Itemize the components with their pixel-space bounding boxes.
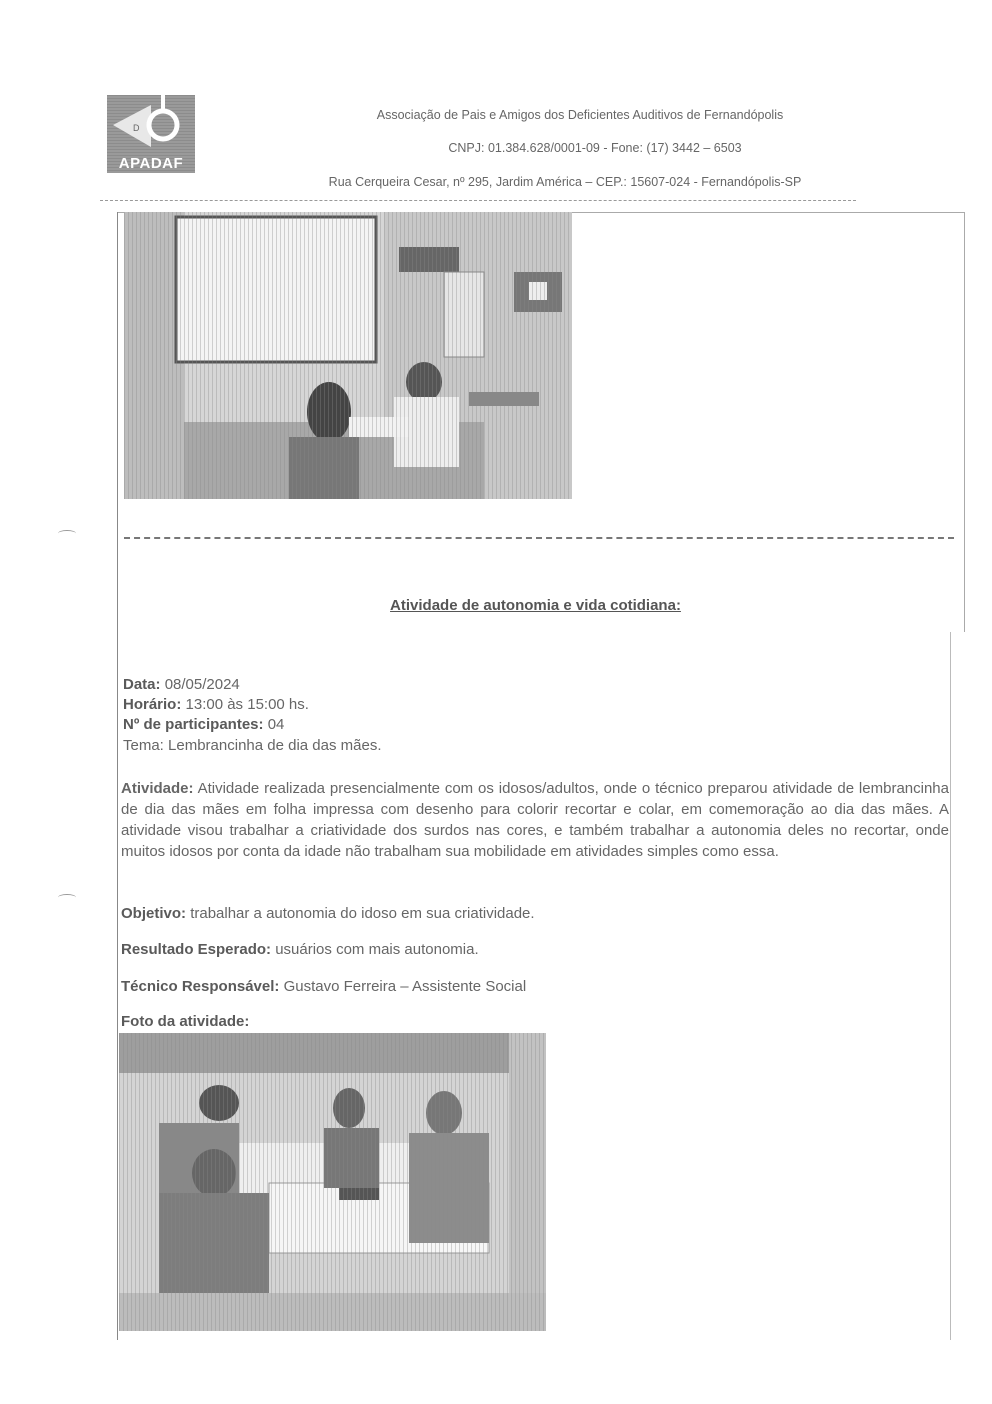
expected-line: [121, 941, 479, 958]
theme-line: [123, 737, 382, 754]
expected-label: Resultado Esperado:: [121, 941, 272, 958]
activity-text: Atividade realizada presencialmente com os idosos/adultos, onde o técnico preparou atividade de lembrancinha de dia das mães em folha impressa com desenho para colorir recortar e colar, em comemoração ao dia das mães. A atividade visou trabalhar a criatividade dos surdos nas cores, e também trabalhar a autonomia deles no recortar, onde muitos idosos por conta da idade não trabalham sua mobilidade em atividades simples como essa.: [121, 780, 949, 860]
objective-value: trabalhar a autonomia do idoso em sua criatividade.: [190, 905, 535, 922]
logo-text: APADAF: [118, 155, 184, 172]
theme-value: Lembrancinha de dia das mães.: [168, 737, 382, 754]
participants-line: [123, 716, 284, 733]
address: Rua Cerqueira Cesar, nº 295, Jardim América – CEP.: 15607-024 - Fernandópolis-SP: [328, 175, 802, 189]
org-name: Associação de Pais e Amigos dos Deficientes Auditivos de Fernandópolis: [376, 108, 784, 122]
time-value: 13:00 às 15:00 hs.: [185, 696, 309, 713]
technician-label: Técnico Responsável:: [121, 978, 280, 995]
time-line: [123, 696, 309, 713]
scan-mark: [58, 894, 76, 901]
section-title: Atividade de autonomia e vida cotidiana:: [390, 597, 681, 614]
section-divider: [124, 537, 954, 539]
participants-value: 04: [267, 716, 285, 733]
photo-label-line: [121, 1013, 249, 1030]
expected-value: usuários com mais autonomia.: [275, 941, 479, 958]
objective-label: Objetivo:: [121, 905, 187, 922]
activity-photo: [119, 1033, 546, 1331]
date-value: 08/05/2024: [164, 676, 240, 693]
frame-right: [964, 212, 965, 632]
technician-line: [121, 978, 526, 995]
activity-paragraph: [121, 778, 949, 862]
scan-mark: [58, 530, 76, 537]
photo-label: Foto da atividade:: [121, 1013, 250, 1030]
frame-right-lower: [950, 632, 951, 1340]
time-label: Horário:: [123, 696, 182, 713]
svg-text:D: D: [133, 123, 140, 133]
frame-left: [117, 212, 118, 1340]
date-label: Data:: [123, 676, 161, 693]
activity-label: Atividade:: [121, 780, 194, 797]
theme-label: Tema:: [123, 737, 164, 754]
objective-line: [121, 905, 535, 922]
header-divider: [100, 200, 856, 201]
classroom-photo: [124, 212, 572, 499]
participants-label: Nº de participantes:: [123, 716, 264, 733]
apadaf-logo: [107, 95, 195, 173]
technician-value: Gustavo Ferreira – Assistente Social: [283, 978, 527, 995]
date-line: [123, 676, 240, 693]
cnpj-phone: CNPJ: 01.384.628/0001-09 - Fone: (17) 3442 – 6503: [448, 141, 742, 155]
